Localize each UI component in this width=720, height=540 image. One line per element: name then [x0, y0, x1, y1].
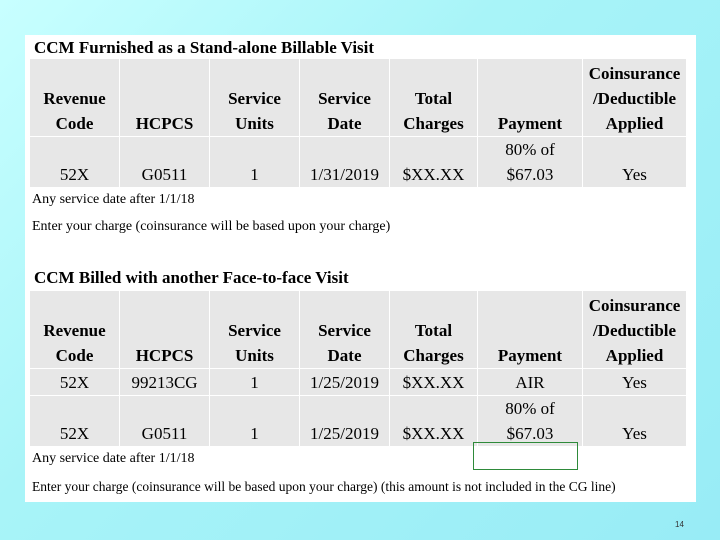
table-row	[30, 137, 687, 188]
section1-header-row	[30, 59, 687, 137]
section2-title: CCM Billed with another Face-to-face Visit	[34, 268, 349, 287]
payment-cell: 80% of $67.03	[478, 137, 583, 188]
header-service-date: Service Date	[300, 59, 390, 137]
units-cell: 1	[210, 396, 300, 447]
header-coinsurance: Coinsurance /Deductible Applied	[583, 291, 687, 369]
section2-table	[29, 290, 687, 447]
units-cell: 1	[210, 137, 300, 188]
header-revenue-code: Revenue Code	[30, 291, 120, 369]
table-row	[30, 369, 687, 396]
header-total-charges: Total Charges	[390, 59, 478, 137]
section1-note-1: Any service date after 1/1/18	[32, 192, 195, 207]
table-row	[30, 396, 687, 447]
revenue-code-cell: 52X	[30, 396, 120, 447]
slide-panel	[25, 35, 696, 502]
section1-title: CCM Furnished as a Stand-alone Billable Visit	[34, 38, 375, 57]
hcpcs-cell: 99213CG	[120, 369, 210, 396]
header-service-date: Service Date	[300, 291, 390, 369]
payment-cell: 80% of $67.03	[478, 396, 583, 447]
header-payment: Payment	[478, 291, 583, 369]
header-hcpcs: HCPCS	[120, 59, 210, 137]
units-cell: 1	[210, 369, 300, 396]
charges-cell: $XX.XX	[390, 369, 478, 396]
coinsurance-cell: Yes	[583, 137, 687, 188]
charges-cell: $XX.XX	[390, 137, 478, 188]
date-cell: 1/25/2019	[300, 396, 390, 447]
header-coinsurance: Coinsurance /Deductible Applied	[583, 59, 687, 137]
payment-cell: AIR	[478, 369, 583, 396]
page-number: 14	[675, 520, 684, 529]
header-service-units: Service Units	[210, 59, 300, 137]
revenue-code-cell: 52X	[30, 137, 120, 188]
coinsurance-cell: Yes	[583, 396, 687, 447]
charges-cell: $XX.XX	[390, 396, 478, 447]
section2-note-2: Enter your charge (coinsurance will be based upon your charge) (this amount is not included in the CG line)	[32, 479, 616, 494]
header-service-units: Service Units	[210, 291, 300, 369]
header-revenue-code: Revenue Code	[30, 59, 120, 137]
hcpcs-cell: G0511	[120, 137, 210, 188]
header-payment: Payment	[478, 59, 583, 137]
section2-header-row	[30, 291, 687, 369]
coinsurance-cell: Yes	[583, 369, 687, 396]
revenue-code-cell: 52X	[30, 369, 120, 396]
header-total-charges: Total Charges	[390, 291, 478, 369]
section1-table	[29, 58, 687, 188]
date-cell: 1/31/2019	[300, 137, 390, 188]
section2-note-1: Any service date after 1/1/18	[32, 451, 195, 466]
highlight-box	[473, 442, 578, 470]
hcpcs-cell: G0511	[120, 396, 210, 447]
header-hcpcs: HCPCS	[120, 291, 210, 369]
section1-note-2: Enter your charge (coinsurance will be based upon your charge)	[32, 219, 391, 234]
date-cell: 1/25/2019	[300, 369, 390, 396]
